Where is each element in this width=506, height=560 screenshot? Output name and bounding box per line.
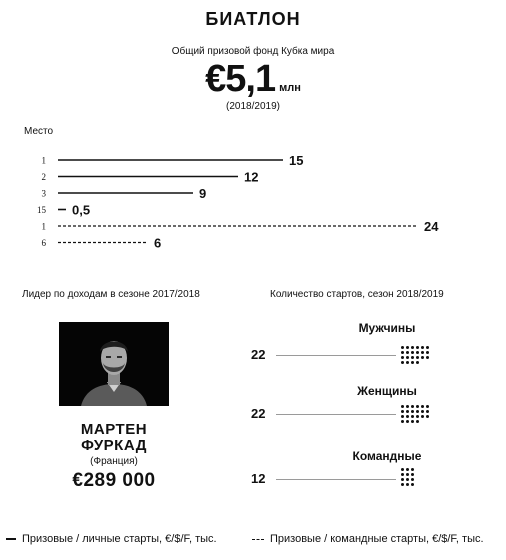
start-dot (406, 483, 409, 486)
prize-value-label: 12 (244, 169, 259, 185)
prize-value-label: 15 (289, 153, 304, 168)
prize-fund-value-row (0, 58, 506, 101)
starts-section-label: Количество стартов, сезон 2018/2019 (270, 289, 444, 300)
prize-fund-season: (2018/2019) (226, 101, 280, 112)
start-dot (421, 356, 424, 359)
start-dot (406, 361, 409, 364)
prize-fund-value: €5,1 (205, 58, 276, 100)
start-dot (411, 415, 414, 418)
start-dot (401, 361, 404, 364)
start-dot (401, 420, 404, 423)
starts-dot-grid (400, 404, 430, 424)
start-dot (406, 473, 409, 476)
page-title: БИАТЛОН (205, 9, 301, 29)
start-dot (411, 483, 414, 486)
starts-category-label: Мужчины (358, 321, 416, 335)
leader-prize-amount: €289 000 (72, 470, 156, 491)
start-dot (411, 473, 414, 476)
start-dot (406, 420, 409, 423)
start-dot (416, 410, 419, 413)
start-dot (406, 468, 409, 471)
start-dot (416, 405, 419, 408)
legend-team (252, 533, 484, 545)
place-label: 6 (41, 238, 46, 248)
legend-dashed-swatch (252, 539, 264, 540)
start-dot (416, 351, 419, 354)
start-dot (406, 478, 409, 481)
start-dot (401, 415, 404, 418)
start-dot (421, 346, 424, 349)
start-dot (421, 415, 424, 418)
start-dot (406, 356, 409, 359)
prize-fund-label: Общий призовой фонд Кубка мира (171, 46, 335, 57)
start-dot (421, 410, 424, 413)
starts-category-label: Командные (352, 449, 422, 463)
start-dot (416, 415, 419, 418)
place-label: 1 (41, 221, 46, 232)
start-dot (406, 346, 409, 349)
prize-value-label: 24 (424, 219, 439, 234)
place-label: 3 (41, 188, 46, 199)
start-dot (411, 468, 414, 471)
start-dot (411, 361, 414, 364)
start-dot (406, 410, 409, 413)
starts-count-label: 22 (251, 406, 266, 421)
start-dot (411, 356, 414, 359)
starts-connector-line (276, 479, 396, 480)
leader-country: (Франция) (90, 456, 138, 467)
starts-dot-grid (400, 345, 430, 365)
leader-last-name: ФУРКАД (81, 437, 147, 454)
start-dot (401, 410, 404, 413)
legend-individual (6, 533, 217, 545)
legend-team-label: Призовые / командные старты, €/$/F, тыс. (270, 533, 484, 545)
starts-dot-grid (400, 467, 415, 487)
start-dot (401, 483, 404, 486)
start-dot (411, 351, 414, 354)
prize-value-label: 6 (154, 235, 162, 251)
prize-bar-chart (0, 145, 506, 255)
leader-name (0, 422, 228, 454)
place-label: 1 (41, 155, 46, 166)
start-dot (416, 361, 419, 364)
start-dot (401, 351, 404, 354)
start-dot (426, 346, 429, 349)
prize-value-label: 0,5 (72, 202, 91, 218)
start-dot (416, 346, 419, 349)
start-dot (401, 346, 404, 349)
start-dot (401, 468, 404, 471)
leader-section-label: Лидер по доходам в сезоне 2017/2018 (22, 289, 200, 300)
start-dot (416, 356, 419, 359)
start-dot (411, 346, 414, 349)
place-column-header: Место (24, 126, 54, 137)
leader-first-name: МАРТЕН (80, 421, 148, 438)
starts-connector-line (276, 414, 396, 415)
starts-connector-line (276, 355, 396, 356)
start-dot (411, 420, 414, 423)
start-dot (426, 351, 429, 354)
legend-solid-swatch (6, 538, 16, 540)
start-dot (421, 351, 424, 354)
start-dot (411, 478, 414, 481)
start-dot (401, 356, 404, 359)
start-dot (416, 420, 419, 423)
start-dot (406, 405, 409, 408)
start-dot (426, 405, 429, 408)
place-label: 2 (41, 172, 46, 182)
starts-category-label: Женщины (357, 384, 417, 398)
starts-count-label: 22 (251, 347, 266, 362)
prize-fund-unit: млн (279, 82, 301, 94)
start-dot (426, 356, 429, 359)
starts-count-label: 12 (251, 471, 266, 486)
start-dot (421, 405, 424, 408)
start-dot (401, 473, 404, 476)
start-dot (401, 405, 404, 408)
start-dot (406, 415, 409, 418)
start-dot (401, 478, 404, 481)
start-dot (411, 410, 414, 413)
start-dot (411, 405, 414, 408)
place-label: 15 (37, 205, 46, 215)
prize-value-label: 9 (199, 186, 207, 201)
legend-individual-label: Призовые / личные старты, €/$/F, тыс. (22, 533, 217, 545)
start-dot (426, 415, 429, 418)
start-dot (406, 351, 409, 354)
leader-photo (59, 322, 169, 406)
start-dot (426, 410, 429, 413)
